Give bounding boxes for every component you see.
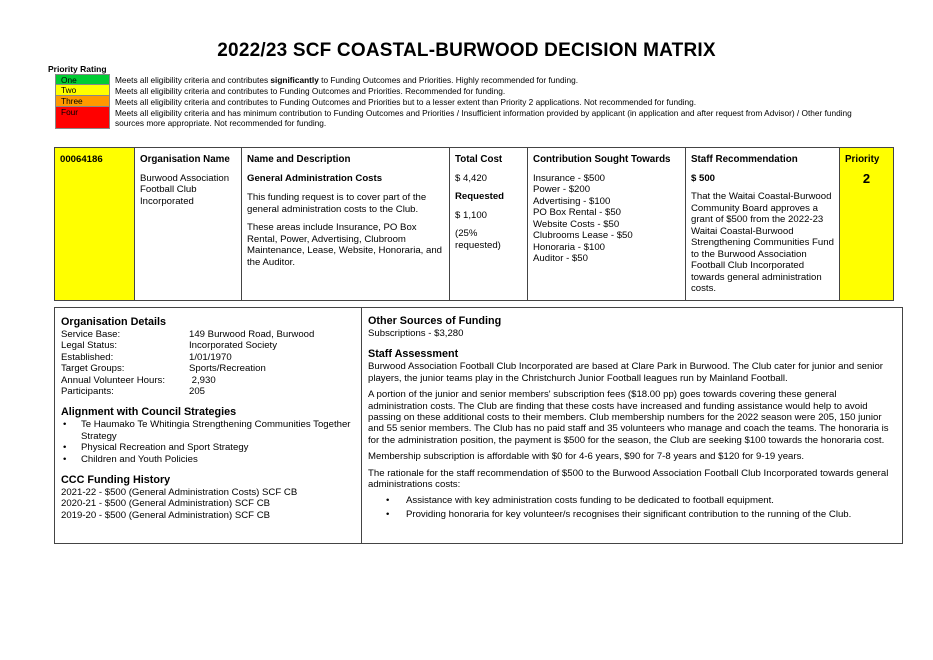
detail-row: Legal Status: Incorporated Society xyxy=(61,340,277,352)
bullet-icon: • xyxy=(63,419,67,431)
name-description-header: Name and Description xyxy=(247,154,351,165)
list-item: • Physical Recreation and Sport Strategy xyxy=(63,442,249,454)
right-assessment-column xyxy=(362,308,902,543)
funding-history-item: 2019-20 - $500 (General Administration) SCF CB xyxy=(61,509,271,521)
detail-row: Established: 1/01/1970 xyxy=(61,351,232,363)
list-item: • Children and Youth Policies xyxy=(63,453,198,465)
contribution-item: Honoraria - $100 xyxy=(533,241,605,253)
contribution-item: Auditor - $50 xyxy=(533,253,588,264)
alignment-title: Alignment with Council Strategies xyxy=(61,406,237,419)
decision-matrix-table xyxy=(54,147,894,301)
organisation-cell xyxy=(135,148,242,300)
rating-description: Meets all eligibility criteria and contributes to Funding Outcomes and Priorities but to a lesser extent than Priority 2 applications. Not recommended for funding. xyxy=(115,97,697,107)
funding-history-item: 2020-21 - $500 (General Administration) SCF CB xyxy=(61,498,271,510)
staff-recommendation-header: Staff Recommendation xyxy=(691,154,798,165)
detail-row: Service Base: 149 Burwood Road, Burwood xyxy=(61,329,315,340)
reference-cell xyxy=(55,148,135,300)
rating-description: Meets all eligibility criteria and has minimum contribution to Funding Outcomes and Priorities / Insufficient information provided by applicant (in application and after request from Advisor) / Other funding sources more appropriate. Not recommended for funding. xyxy=(115,108,852,128)
details-section xyxy=(54,307,903,544)
alignment-list xyxy=(61,419,355,465)
priority-value: 2 xyxy=(862,170,871,186)
total-cost-cell xyxy=(450,148,528,300)
funding-history-item: 2021-22 - $500 (General Administration Costs) SCF CB xyxy=(61,487,298,499)
rating-description: Meets all eligibility criteria and contributes significantly to Funding Outcomes and Priorities. Highly recommended for funding. xyxy=(115,75,579,85)
left-details-column xyxy=(55,308,362,543)
rating-row-two xyxy=(55,85,875,96)
rating-swatch: Two xyxy=(55,85,110,96)
contribution-header: Contribution Sought Towards xyxy=(533,154,671,165)
total-cost-value: $ 4,420 xyxy=(455,172,488,184)
priority-cell xyxy=(840,148,893,300)
other-sources-title: Other Sources of Funding xyxy=(368,315,502,327)
staff-recommendation-cell xyxy=(686,148,840,300)
bullet-icon: • xyxy=(63,442,67,454)
priority-rating-heading: Priority Rating xyxy=(48,64,107,74)
priority-header: Priority xyxy=(845,154,880,165)
rating-swatch: Three xyxy=(55,96,110,107)
list-item: • Assistance with key administration costs funding to be dedicated to football equipment. xyxy=(386,495,774,507)
bullet-icon: • xyxy=(386,495,390,507)
funding-history-title: CCC Funding History xyxy=(61,474,171,487)
rating-row-one xyxy=(55,74,875,85)
total-cost-header: Total Cost xyxy=(455,154,503,165)
detail-row: Participants: 205 xyxy=(61,386,206,398)
contribution-item: Website Costs - $50 xyxy=(533,218,620,230)
organisation-name: Burwood Association Football Club Incorporated xyxy=(140,172,230,207)
project-title: General Administration Costs xyxy=(247,172,383,184)
detail-row: Annual Volunteer Hours: 2,930 xyxy=(61,374,216,386)
list-item: • Providing honoraria for key volunteer/s recognises their significant contribution to the running of the Club. xyxy=(386,508,852,520)
requested-percentage: (25% requested) xyxy=(455,228,501,251)
rating-swatch: Four xyxy=(55,107,110,129)
assessment-paragraph: The rationale for the staff recommendation of $500 to the Burwood Association Football Club Incorporated towards general administrations costs: xyxy=(368,467,889,491)
detail-row: Target Groups: Sports/Recreation xyxy=(61,363,266,375)
contribution-item: Power - $200 xyxy=(533,184,591,195)
rationale-list xyxy=(386,495,896,520)
name-description-cell xyxy=(242,148,450,300)
staff-recommendation-amount: $ 500 xyxy=(691,172,716,184)
description-paragraph: This funding request is to cover part of the general administration costs to the Club. xyxy=(247,192,427,215)
rating-row-three xyxy=(55,96,875,107)
organisation-details-title: Organisation Details xyxy=(61,316,166,328)
bullet-icon: • xyxy=(386,508,390,520)
description-paragraph: These areas include Insurance, PO Box Rental, Power, Advertising, Clubroom Maintenance, Lease, Website, Honoraria, and the Auditor. xyxy=(247,222,443,268)
organisation-header: Organisation Name xyxy=(140,154,230,165)
assessment-paragraph: A portion of the junior and senior members' subscription fees ($18.00 pp) goes towards covering these general administration costs. The Club are finding that these costs have increased and funding assistance would help to avoid passing on these additional costs to their members. Club membership numbers for the 2022 season were 205, 150 junior and 55 senior members. The Club has no paid staff and 35 volunteers who manage and coach the teams. The honoraria is for the administration position, the payment is $500 for the season, the Club are seeking $100 towards the honoraria cost. xyxy=(368,389,889,446)
requested-label: Requested xyxy=(455,191,505,202)
document-title: 2022/23 SCF COASTAL-BURWOOD DECISION MATRIX xyxy=(217,40,716,61)
reference-number: 00064186 xyxy=(60,154,103,165)
contribution-cell xyxy=(528,148,686,300)
list-item: • Te Haumako Te Whitingia Strengthening Communities Together Strategy xyxy=(63,419,351,442)
requested-amount: $ 1,100 xyxy=(455,209,488,221)
assessment-paragraph: Burwood Association Football Club Incorporated are based at Clare Park in Burwood. The Club cater for junior and senior players, the junior teams play in the Christchurch Junior Football leagues run by Mainland Football. xyxy=(368,361,883,384)
rating-row-four xyxy=(55,107,875,129)
contribution-item: Insurance - $500 xyxy=(533,172,605,184)
assessment-paragraph: Membership subscription is affordable with $0 for 4-6 years, $90 for 7-8 years and $120 for 9-19 years. xyxy=(368,451,805,463)
contribution-item: Advertising - $100 xyxy=(533,195,611,207)
contribution-item: PO Box Rental - $50 xyxy=(533,207,621,218)
priority-rating-legend xyxy=(55,74,875,129)
staff-recommendation-text: That the Waitai Coastal-Burwood Community Board approves a grant of $500 from the 2022-23 Waitai Coastal-Burwood Strengthening Communities Fund to the Burwood Association Football Club Incorporated towards general administration costs. xyxy=(691,191,834,294)
rating-swatch: One xyxy=(55,74,110,85)
bullet-icon: • xyxy=(63,453,67,465)
rating-description: Meets all eligibility criteria and contributes to Funding Outcomes and Priorities. Recommended for funding. xyxy=(115,86,506,96)
other-sources-text: Subscriptions - $3,280 xyxy=(368,328,464,339)
staff-assessment-title: Staff Assessment xyxy=(368,348,459,361)
contribution-item: Clubrooms Lease - $50 xyxy=(533,230,633,241)
